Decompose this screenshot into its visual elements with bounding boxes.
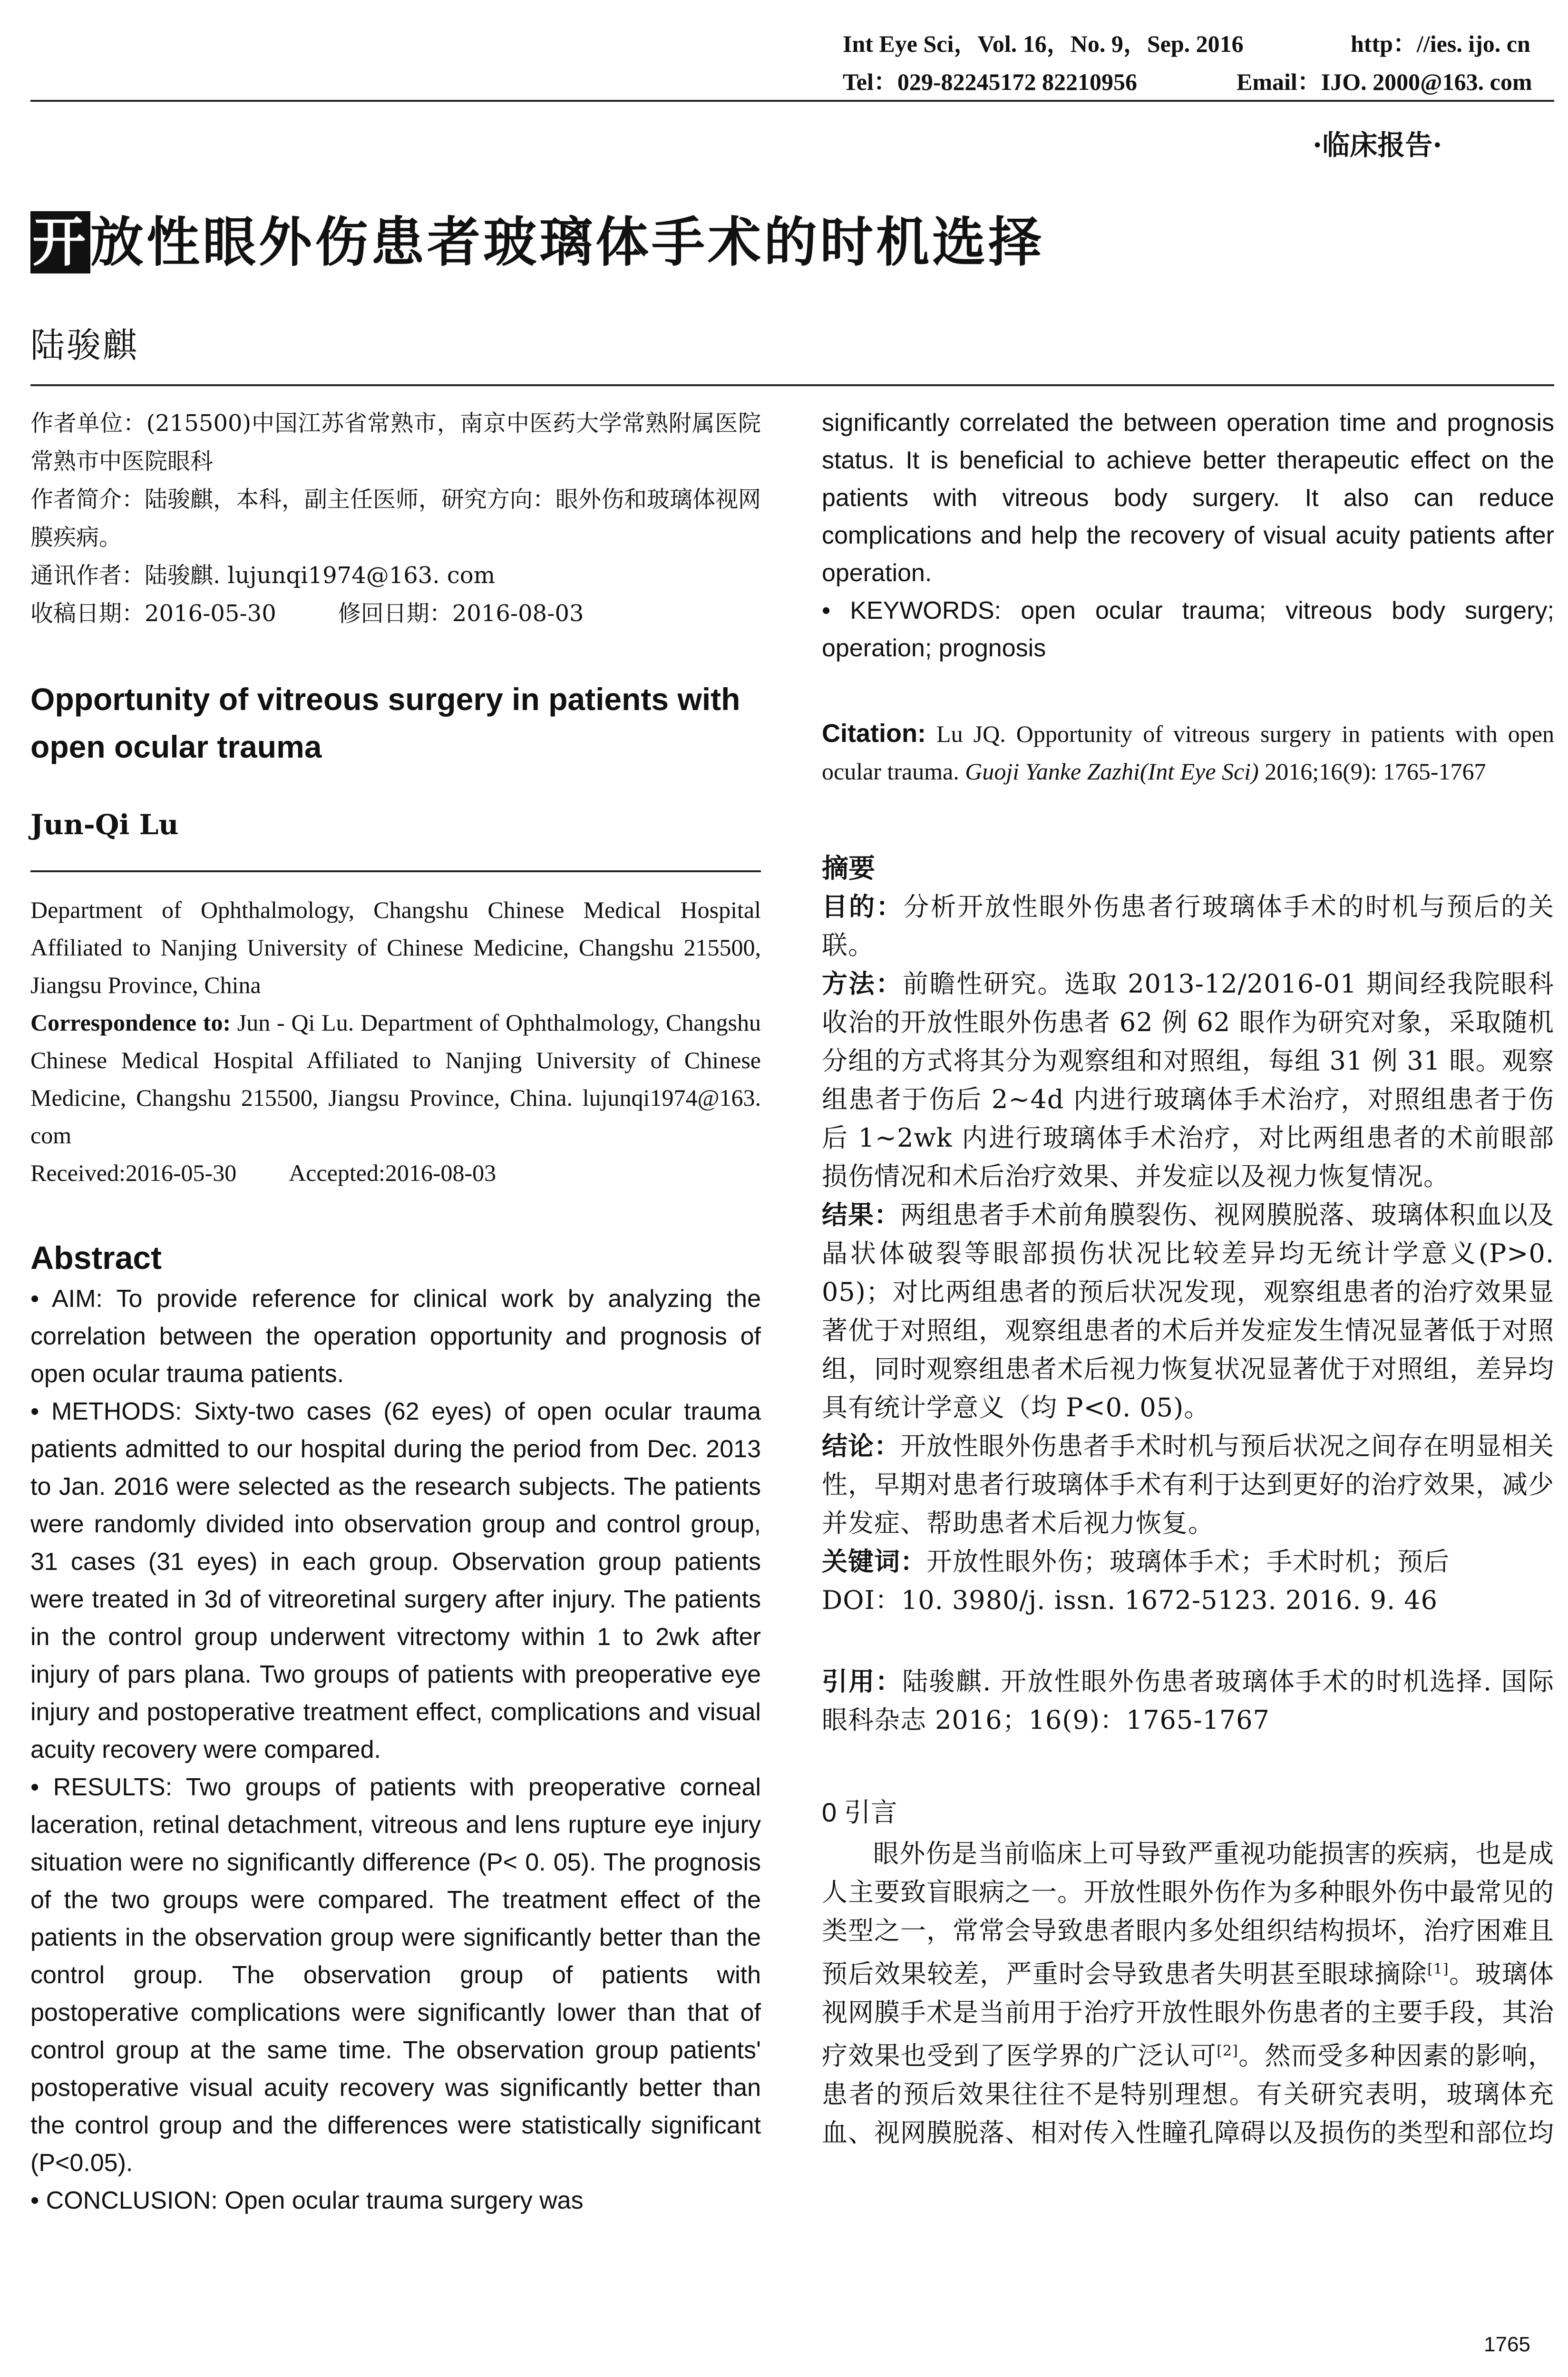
- journal-email: Email：IJO. 2000@163. com: [1237, 68, 1532, 95]
- title-rest: 放性眼外伤患者玻璃体手术的时机选择: [90, 211, 1044, 273]
- abstract-keywords: • KEYWORDS: open ocular trauma; vitreous body surgery; operation; prognosis: [822, 597, 1554, 662]
- title-rule: [30, 384, 1554, 386]
- keywords-label: 关键词：: [822, 1546, 926, 1577]
- author-rule: [30, 870, 761, 872]
- affiliation-unit: 作者单位：(215500)中国江苏省常熟市，南京中医药大学常熟附属医院 常熟市中医院眼科: [30, 410, 761, 475]
- results-label: 结果：: [822, 1199, 900, 1230]
- correspondence-en: [30, 1004, 761, 1154]
- left-column: [30, 404, 761, 2220]
- abstract-heading: Abstract: [30, 1240, 162, 1276]
- methods-label: 方法：: [822, 968, 903, 999]
- journal-url: http：//ies. ijo. cn: [1351, 30, 1530, 57]
- intro-paragraph: [822, 1834, 1554, 2152]
- abstract-cn: [822, 887, 1554, 1619]
- citation-label: Citation:: [822, 719, 926, 748]
- citation-cn-text: 陆骏麒. 开放性眼外伤患者玻璃体手术的时机选择. 国际眼科杂志 2016；16(9)：1765-1767: [822, 1666, 1554, 1735]
- abstract-cn-methods: [822, 964, 1554, 1196]
- affiliation-en: [30, 891, 761, 1192]
- journal-info: Int Eye Sci，Vol. 16，No. 9，Sep. 2016: [843, 30, 1244, 57]
- abstract-methods: • METHODS: Sixty-two cases (62 eyes) of open ocular trauma patients admitted to our hospital during the period from Dec. 2013 to Jan. 2016 were selected as the research subjects. The patients were randomly divided into observation group and control group, 31 cases (31 eyes) in each group. Observation group patients were treated in 3d of vitreoretinal surgery after injury. The patients in the control group underwent vitrectomy within 1 to 2wk after injury of pars plana. Two groups of patients with preoperative eye injury and postoperative treatment effect, complications and visual acuity recovery were compared.: [30, 1398, 761, 1763]
- intro-heading: 0 引言: [822, 1797, 897, 1827]
- intro-text-a: 眼外伤是当前临床上可导致严重视功能损害的疾病，也是成人主要致盲眼病之一。开放性眼外伤作为多种眼外伤中最常见的类型之一，常常会导致患者眼内多处组织结构损坏，治疗困难且预后效果较差，严重时会导致患者失明甚至眼球摘除: [822, 1839, 1554, 1989]
- page-number: 1765: [1484, 2333, 1530, 2356]
- abstract-cn-results: [822, 1196, 1554, 1427]
- citation-journal: Guoji Yanke Zazhi(Int Eye Sci): [965, 758, 1259, 785]
- methods-text: 前瞻性研究。选取 2013-12/2016-01 期间经我院眼科收治的开放性眼外伤患者 62 例 62 眼作为研究对象，采取随机分组的方式将其分为观察组和对照组，每组 31 例 31 眼。观察组患者于伤后 2~4d 内进行玻璃体手术治疗，对照组患者于伤后 1~2wk 内进行玻璃体手术治疗，对比两组患者的术前眼部损伤情况和术后治疗效果、并发症以及视力恢复情况。: [822, 969, 1555, 1191]
- abstract-aim: • AIM: To provide reference for clinical work by analyzing the correlation between the operation opportunity and prognosis of open ocular trauma patients.: [30, 1285, 761, 1388]
- correspondence-text: Jun - Qi Lu. Department of Ophthalmology, Changshu Chinese Medical Hospital Affiliated to Nanjing University of Chinese Medicine, Changshu 215500, Jiangsu Province, China. lujunqi1974@163. com: [30, 1009, 761, 1149]
- aim-label: 目的：: [822, 891, 904, 922]
- title-initial: 开: [30, 211, 90, 273]
- affiliation-cn: [30, 404, 761, 633]
- reference-1: [1]: [1427, 1961, 1449, 1978]
- abstract-cn-keywords: [822, 1542, 1554, 1581]
- citation-cn: [822, 1662, 1554, 1739]
- dates-cn: [30, 594, 761, 633]
- right-column: [822, 404, 1554, 2152]
- section-label: ·临床报告·: [1313, 129, 1442, 161]
- conclusion-text: 开放性眼外伤患者手术时机与预后状况之间存在明显相关性，早期对患者行玻璃体手术有利于达到更好的治疗效果，减少并发症、帮助患者术后视力恢复。: [822, 1431, 1554, 1538]
- reference-2: [2]: [1217, 2043, 1238, 2059]
- citation-en: [822, 715, 1554, 790]
- abstract-cn-aim: [822, 887, 1554, 964]
- author-profile: 作者简介：陆骏麒，本科，副主任医师，研究方向：眼外伤和玻璃体视网膜疾病。: [30, 486, 761, 551]
- revised-date-cn: 修回日期：2016-08-03: [338, 600, 584, 627]
- accepted-date-en: Accepted:2016-08-03: [289, 1159, 497, 1186]
- author-en: Jun-Qi Lu: [30, 809, 179, 841]
- conclusion-label: 结论：: [822, 1431, 900, 1461]
- abstract-en: [30, 1280, 761, 2220]
- abstract-results: • RESULTS: Two groups of patients with preoperative corneal laceration, retinal detachment, vitreous and lens rupture eye injury situation were no significantly difference (P< 0. 05). The prognosis of the two groups were compared. The treatment effect of the patients in the observation group were significantly better than the control group. The observation group of patients with postoperative complications were significantly lower than that of control group at the same time. The observation group patients' postoperative visual acuity recovery was significantly better than the control group and the differences were statistically significant (P<0.05).: [30, 1773, 761, 2177]
- abstract-en-continued: [822, 404, 1554, 667]
- abstract-cn-conclusion: [822, 1427, 1554, 1542]
- received-date-cn: 收稿日期：2016-05-30: [30, 600, 276, 627]
- intro-text-b: 。玻璃体视网膜手术是当前用于治疗开放性眼外伤患者的主要手段，其治疗效果也受到了医学界的广泛认可: [822, 1959, 1555, 2071]
- doi: DOI：10. 3980/j. issn. 1672-5123. 2016. 9. 46: [822, 1585, 1438, 1615]
- abstract-conclusion-start: • CONCLUSION: Open ocular trauma surgery was: [30, 2187, 584, 2214]
- dates-en: [30, 1154, 761, 1192]
- keywords-text: 开放性眼外伤；玻璃体手术；手术时机；预后: [926, 1547, 1450, 1577]
- correspondence-label: Correspondence to:: [30, 1009, 231, 1036]
- corresponding-author: 通讯作者：陆骏麒. lujunqi1974@163. com: [30, 562, 496, 589]
- abstract-cn-heading: 摘要: [822, 853, 875, 884]
- author-cn: 陆骏麒: [30, 325, 139, 365]
- results-text: 两组患者手术前角膜裂伤、视网膜脱落、玻璃体积血以及晶状体破裂等眼部损伤状况比较差异均无统计学意义(P>0. 05)；对比两组患者的预后状况发现，观察组患者的治疗效果显著优于对照组，观察组患者的术后并发症发生情况显著低于对照组，同时观察组患者术后视力恢复状况显著优于对照组，差异均具有统计学意义（均 P<0. 05)。: [822, 1200, 1554, 1422]
- page-title: [30, 200, 1044, 276]
- received-date-en: Received:2016-05-30: [30, 1159, 237, 1186]
- department-en: Department of Ophthalmology, Changshu Chinese Medical Hospital Affiliated to Nanjing University of Chinese Medicine, Changshu 215500, Jiangsu Province, China: [30, 896, 761, 998]
- citation-cn-label: 引用：: [822, 1666, 903, 1696]
- title-en: Opportunity of vitreous surgery in patients with open ocular trauma: [30, 682, 740, 764]
- journal-phone: Tel：029-82245172 82210956: [843, 68, 1137, 95]
- citation-text: Lu JQ. Opportunity of vitreous surgery in patients with open ocular trauma.: [822, 721, 1554, 785]
- abstract-conclusion-cont: significantly correlated the between operation time and prognosis status. It is beneficial to achieve better therapeutic effect on the patients with vitreous body surgery. It also can reduce complications and help the recovery of visual acuity patients after operation.: [822, 409, 1554, 587]
- intro-text-c: 。然而受多种因素的影响，患者的预后效果往往不是特别理想。有关研究表明，玻璃体充血、视网膜脱落、相对传入性瞳孔障碍以及损伤的类型和部位均: [822, 2041, 1555, 2148]
- citation-tail: 2016;16(9): 1765-1767: [1265, 758, 1486, 785]
- aim-text: 分析开放性眼外伤患者行玻璃体手术的时机与预后的关联。: [822, 892, 1555, 960]
- header-rule: [30, 100, 1554, 102]
